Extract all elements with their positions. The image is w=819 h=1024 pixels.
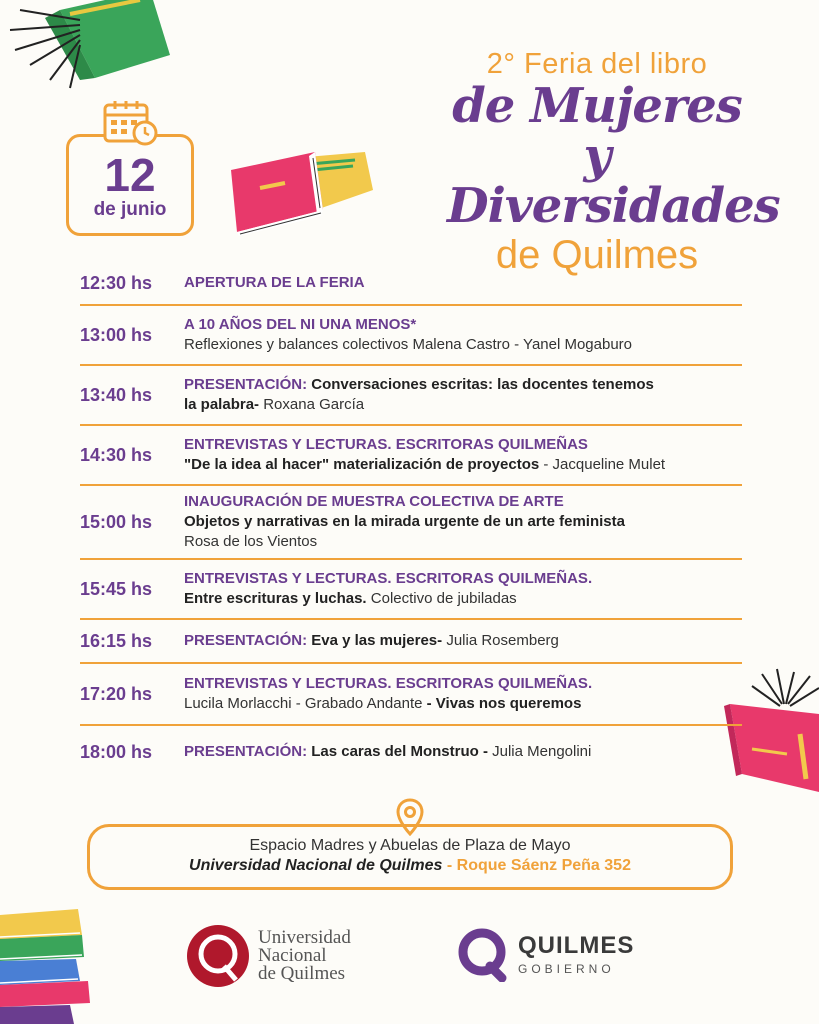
schedule-row <box>80 560 742 620</box>
schedule-row <box>80 426 742 486</box>
schedule-list <box>80 262 742 778</box>
schedule-text: Rosa de los Vientos <box>184 533 318 550</box>
schedule-row <box>80 620 742 664</box>
schedule-time: 13:00 hs <box>80 324 153 345</box>
schedule-text: Conversaciones escritas: las docentes tenemos <box>311 376 654 393</box>
unq-emblem-icon <box>186 924 250 988</box>
schedule-description <box>184 375 654 415</box>
title-line-1: 2° Feria del libro <box>486 48 708 80</box>
unq-logo <box>186 924 351 988</box>
schedule-text: INAUGURACIÓN DE MUESTRA COLECTIVA DE ARTE <box>184 493 564 510</box>
schedule-time: 16:15 hs <box>80 630 153 651</box>
schedule-row <box>80 726 742 778</box>
schedule-description <box>184 569 592 609</box>
date-day: 12 <box>104 149 156 201</box>
venue-address-line <box>90 857 730 875</box>
schedule-row <box>80 262 742 306</box>
schedule-text: PRESENTACIÓN: <box>184 632 312 649</box>
schedule-text: Reflexiones y balances colectivos Malena Castro - Yanel Mogaburo <box>184 336 633 353</box>
schedule-time: 13:40 hs <box>80 384 153 405</box>
schedule-description <box>184 273 365 293</box>
schedule-text: A 10 AÑOS DEL NI UNA MENOS* <box>184 316 417 333</box>
schedule-text: "De la idea al hacer" materialización de proyectos <box>184 456 544 473</box>
schedule-description <box>184 492 625 552</box>
schedule-text: Las caras del Monstruo - <box>311 743 493 760</box>
schedule-text: Roxana García <box>263 396 365 413</box>
schedule-text: Eva y las mujeres- <box>311 632 447 649</box>
schedule-row <box>80 366 742 426</box>
book-stack-icon <box>0 905 90 1024</box>
unq-line-1: Universidad <box>258 927 351 948</box>
venue-university: Universidad Nacional de Quilmes <box>189 857 443 874</box>
schedule-text: Objetos y narrativas en la mirada urgente de un arte feminista <box>184 513 625 530</box>
schedule-text: ENTREVISTAS Y LECTURAS. ESCRITORAS QUILMEÑAS <box>184 436 588 453</box>
unq-line-3: de Quilmes <box>258 963 346 984</box>
quilmes-name: QUILMES <box>518 932 635 959</box>
venue-address: - Roque Sáenz Peña 352 <box>442 857 631 874</box>
title-line-2: de Mujeres <box>452 78 742 134</box>
schedule-description <box>184 435 665 475</box>
quilmes-sub: GOBIERNO <box>518 962 615 976</box>
schedule-time: 15:45 hs <box>80 578 153 599</box>
date-month: de junio <box>93 199 167 220</box>
title-line-3: y Diversidades <box>447 128 780 234</box>
schedule-text: Lucila Morlacchi - Grabado Andante <box>184 695 427 712</box>
schedule-time: 18:00 hs <box>80 741 153 762</box>
schedule-text: Colectivo de jubiladas <box>370 590 517 607</box>
schedule-text: Julia Mengolini <box>492 743 592 760</box>
date-box <box>66 134 194 236</box>
books-pile-icon <box>225 150 377 236</box>
calendar-icon <box>103 99 159 147</box>
schedule-row <box>80 664 742 726</box>
event-title <box>447 48 780 278</box>
schedule-text: PRESENTACIÓN: <box>184 376 312 393</box>
schedule-time: 14:30 hs <box>80 444 153 465</box>
schedule-text: APERTURA DE LA FERIA <box>184 274 365 291</box>
schedule-text: - Jacqueline Mulet <box>543 456 666 473</box>
schedule-time: 17:20 hs <box>80 683 153 704</box>
schedule-text: Entre escrituras y luchas. <box>184 590 371 607</box>
schedule-text: ENTREVISTAS Y LECTURAS. ESCRITORAS QUILMEÑAS. <box>184 570 593 587</box>
schedule-description <box>184 631 559 651</box>
schedule-row <box>80 486 742 560</box>
quilmes-gobierno-logo <box>458 926 634 982</box>
title-line-4: de Quilmes <box>495 233 699 277</box>
open-book-green-icon <box>0 0 175 90</box>
schedule-description <box>184 315 632 355</box>
schedule-text: la palabra- <box>184 396 264 413</box>
schedule-time: 12:30 hs <box>80 272 153 293</box>
quilmes-q-icon <box>458 926 510 982</box>
venue-name: Espacio Madres y Abuelas de Plaza de Mayo <box>249 837 571 854</box>
unq-line-2: Nacional <box>258 945 327 966</box>
schedule-text: - Vivas nos queremos <box>426 695 582 712</box>
schedule-time: 15:00 hs <box>80 511 153 532</box>
schedule-description <box>184 742 591 762</box>
venue-box <box>87 824 733 890</box>
schedule-row <box>80 306 742 366</box>
schedule-description <box>184 674 592 714</box>
schedule-text: PRESENTACIÓN: <box>184 743 312 760</box>
schedule-text: ENTREVISTAS Y LECTURAS. ESCRITORAS QUILMEÑAS. <box>184 675 593 692</box>
schedule-text: Julia Rosemberg <box>446 632 559 649</box>
